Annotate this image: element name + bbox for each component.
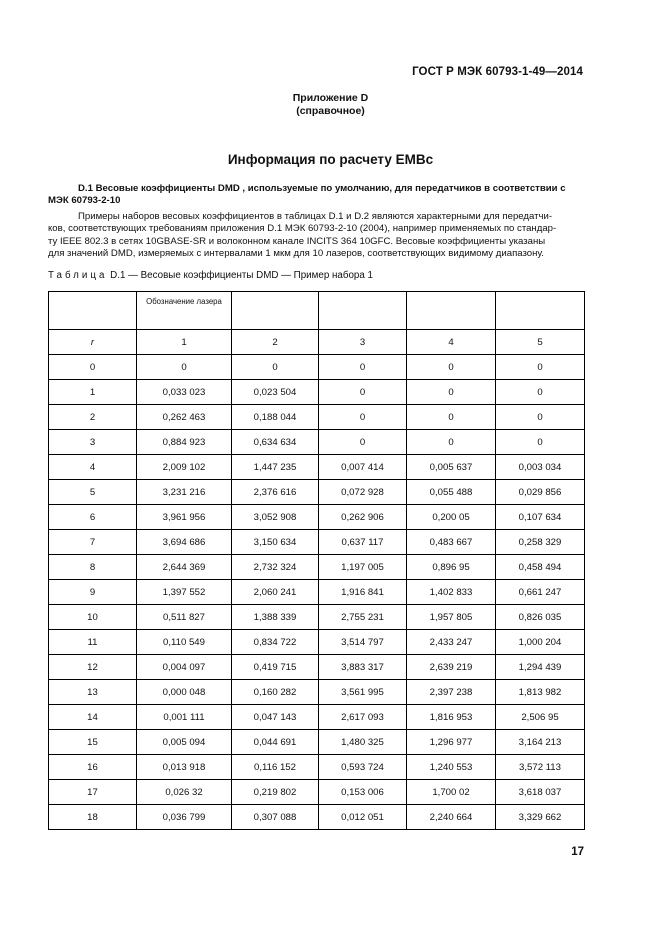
- weight-cell: 0: [407, 355, 496, 380]
- empty-header-cell: [407, 292, 496, 330]
- weight-cell: 2,433 247: [407, 630, 496, 655]
- weight-cell: 3,052 908: [232, 505, 319, 530]
- empty-header-cell: [232, 292, 319, 330]
- weight-cell: 0,200 05: [407, 505, 496, 530]
- paragraph-line: Примеры наборов весовых коэффициентов в таблицах D.1 и D.2 являются характерными для передатчи-: [78, 211, 553, 222]
- table-header-row: [49, 292, 585, 330]
- weight-cell: 0: [496, 430, 585, 455]
- r-value-cell: 2: [49, 405, 137, 430]
- empty-header-cell: [496, 292, 585, 330]
- weight-cell: 2,617 093: [319, 705, 407, 730]
- weight-cell: 0,593 724: [319, 755, 407, 780]
- weight-cell: 0,005 637: [407, 455, 496, 480]
- table-row: [49, 705, 585, 730]
- weight-cell: 0: [137, 355, 232, 380]
- weight-cell: 1,388 339: [232, 605, 319, 630]
- r-value-cell: 17: [49, 780, 137, 805]
- r-value-cell: 5: [49, 480, 137, 505]
- weight-cell: 3,618 037: [496, 780, 585, 805]
- table-row: [49, 405, 585, 430]
- weight-cell: 0,153 006: [319, 780, 407, 805]
- r-value-cell: 3: [49, 430, 137, 455]
- laser-column-header: 1: [137, 330, 232, 355]
- page-title: Информация по расчету EMBc: [227, 152, 434, 167]
- weight-cell: 0,884 923: [137, 430, 232, 455]
- weight-cell: 1,447 235: [232, 455, 319, 480]
- table-row: [49, 430, 585, 455]
- weight-cell: 3,694 686: [137, 530, 232, 555]
- laser-column-header: 2: [232, 330, 319, 355]
- table-caption-prefix: Таблица: [48, 270, 108, 281]
- weight-cell: 2,506 95: [496, 705, 585, 730]
- weight-cell: 0: [496, 355, 585, 380]
- weight-cell: 2,009 102: [137, 455, 232, 480]
- weight-cell: 0: [496, 380, 585, 405]
- weight-cell: 3,514 797: [319, 630, 407, 655]
- weight-cell: 2,397 238: [407, 680, 496, 705]
- table-caption: [48, 270, 373, 281]
- paragraph-line: для значений DMD, измеряемых с интервалами 1 мкм для 10 лазеров, соответствующих видимому диапазону.: [48, 247, 544, 259]
- paragraph-line: ков, соответствующих требованиям приложения D.1 МЭК 60793-2-10 (2004), например применяемых по стандар-: [48, 223, 557, 235]
- weight-cell: 3,164 213: [496, 730, 585, 755]
- weight-cell: 0,007 414: [319, 455, 407, 480]
- weight-cell: 0: [319, 355, 407, 380]
- table-row: [49, 680, 585, 705]
- weight-cell: 0,834 722: [232, 630, 319, 655]
- table-row: [49, 605, 585, 630]
- weight-cell: 0,110 549: [137, 630, 232, 655]
- weight-cell: 0,072 928: [319, 480, 407, 505]
- table-row: [49, 780, 585, 805]
- weight-cell: 2,639 219: [407, 655, 496, 680]
- r-label-cell: r: [49, 330, 137, 355]
- weight-cell: 0,044 691: [232, 730, 319, 755]
- weight-cell: 0,661 247: [496, 580, 585, 605]
- weight-cell: 1,197 005: [319, 555, 407, 580]
- weight-cell: 2,240 664: [407, 805, 496, 830]
- column-number-row: [49, 330, 585, 355]
- weight-cell: 0,029 856: [496, 480, 585, 505]
- r-value-cell: 12: [49, 655, 137, 680]
- weight-cell: 0,047 143: [232, 705, 319, 730]
- weight-cell: 0,004 097: [137, 655, 232, 680]
- weight-cell: 1,813 982: [496, 680, 585, 705]
- section-heading: D.1 Весовые коэффициенты DMD , используемые по умолчанию, для передатчиков в соответствии с МЭК 60793-2-10: [48, 183, 566, 206]
- weight-cell: 3,883 317: [319, 655, 407, 680]
- weight-cell: 0,116 152: [232, 755, 319, 780]
- weight-cell: 0,307 088: [232, 805, 319, 830]
- weight-cell: 0,107 634: [496, 505, 585, 530]
- weight-cell: 1,240 553: [407, 755, 496, 780]
- r-value-cell: 14: [49, 705, 137, 730]
- weight-cell: 1,480 325: [319, 730, 407, 755]
- laser-column-header: 4: [407, 330, 496, 355]
- weight-cell: 0,000 048: [137, 680, 232, 705]
- weight-cell: 1,000 204: [496, 630, 585, 655]
- r-value-cell: 10: [49, 605, 137, 630]
- weight-cell: 0: [407, 380, 496, 405]
- r-value-cell: 8: [49, 555, 137, 580]
- weight-cell: 0,262 906: [319, 505, 407, 530]
- table-caption-text: D.1 — Весовые коэффициенты DMD — Пример набора 1: [110, 270, 373, 281]
- r-value-cell: 16: [49, 755, 137, 780]
- weight-cell: 2,755 231: [319, 605, 407, 630]
- r-value-cell: 11: [49, 630, 137, 655]
- weight-cell: 0: [407, 430, 496, 455]
- weight-cell: 0: [232, 355, 319, 380]
- corner-cell: [49, 292, 137, 330]
- r-value-cell: 18: [49, 805, 137, 830]
- table-row: [49, 355, 585, 380]
- weight-cell: 0: [319, 405, 407, 430]
- laser-label-cell: Обозначение лазера: [137, 292, 232, 330]
- weight-cell: 0,003 034: [496, 455, 585, 480]
- weight-cell: 0,160 282: [232, 680, 319, 705]
- page-number: 17: [571, 846, 584, 858]
- weight-cell: 0,262 463: [137, 405, 232, 430]
- weight-cell: 0,826 035: [496, 605, 585, 630]
- appendix-subtitle: (справочное): [296, 105, 365, 117]
- weight-cell: 0: [319, 430, 407, 455]
- weight-cell: 0: [407, 405, 496, 430]
- weight-cell: 0,419 715: [232, 655, 319, 680]
- weight-cell: 0,458 494: [496, 555, 585, 580]
- r-value-cell: 13: [49, 680, 137, 705]
- r-value-cell: 9: [49, 580, 137, 605]
- weight-cell: 0,012 051: [319, 805, 407, 830]
- weight-cell: 3,961 956: [137, 505, 232, 530]
- weight-cell: 0,055 488: [407, 480, 496, 505]
- weight-cell: 1,402 833: [407, 580, 496, 605]
- table-row: [49, 480, 585, 505]
- weight-cell: 0,033 023: [137, 380, 232, 405]
- r-value-cell: 0: [49, 355, 137, 380]
- weight-cell: 0,483 667: [407, 530, 496, 555]
- weight-cell: 1,957 805: [407, 605, 496, 630]
- weight-cell: 0,036 799: [137, 805, 232, 830]
- laser-column-header: 5: [496, 330, 585, 355]
- table-row: [49, 455, 585, 480]
- r-value-cell: 6: [49, 505, 137, 530]
- weight-cell: 0,637 117: [319, 530, 407, 555]
- table-row: [49, 755, 585, 780]
- table-row: [49, 505, 585, 530]
- body-paragraph: [48, 211, 583, 260]
- weight-cell: 2,060 241: [232, 580, 319, 605]
- weight-cell: 0: [496, 405, 585, 430]
- appendix-heading: [0, 92, 661, 118]
- weight-cell: 0,258 329: [496, 530, 585, 555]
- weight-cell: 0,188 044: [232, 405, 319, 430]
- weight-cell: 0,634 634: [232, 430, 319, 455]
- weight-cell: 0,001 111: [137, 705, 232, 730]
- weight-cell: 2,644 369: [137, 555, 232, 580]
- r-value-cell: 15: [49, 730, 137, 755]
- weights-table: [48, 291, 585, 830]
- table-row: [49, 730, 585, 755]
- weight-cell: 0,023 504: [232, 380, 319, 405]
- r-value-cell: 7: [49, 530, 137, 555]
- r-value-cell: 1: [49, 380, 137, 405]
- r-value-cell: 4: [49, 455, 137, 480]
- appendix-title: Приложение D: [292, 92, 369, 104]
- table-row: [49, 530, 585, 555]
- weight-cell: 1,397 552: [137, 580, 232, 605]
- weight-cell: 1,296 977: [407, 730, 496, 755]
- table-row: [49, 655, 585, 680]
- weight-cell: 0,511 827: [137, 605, 232, 630]
- weight-cell: 3,561 995: [319, 680, 407, 705]
- weight-cell: 0: [319, 380, 407, 405]
- table-row: [49, 805, 585, 830]
- weight-cell: 0,896 95: [407, 555, 496, 580]
- table-row: [49, 580, 585, 605]
- standard-code: ГОСТ Р МЭК 60793-1-49—2014: [412, 66, 583, 78]
- weight-cell: 0,219 802: [232, 780, 319, 805]
- weight-cell: 3,150 634: [232, 530, 319, 555]
- weight-cell: 3,231 216: [137, 480, 232, 505]
- weight-cell: 1,916 841: [319, 580, 407, 605]
- weight-cell: 3,329 662: [496, 805, 585, 830]
- weight-cell: 0,013 918: [137, 755, 232, 780]
- weight-cell: 0,026 32: [137, 780, 232, 805]
- weight-cell: 1,294 439: [496, 655, 585, 680]
- weight-cell: 0,005 094: [137, 730, 232, 755]
- weight-cell: 2,376 616: [232, 480, 319, 505]
- paragraph-line: ту IEEE 802.3 в сетях 10GBASE-SR и волоконном канале INCITS 364 10GFC. Весовые коэффициенты указаны: [48, 235, 546, 247]
- table-row: [49, 555, 585, 580]
- weight-cell: 1,700 02: [407, 780, 496, 805]
- weight-cell: 2,732 324: [232, 555, 319, 580]
- empty-header-cell: [319, 292, 407, 330]
- table-row: [49, 380, 585, 405]
- weight-cell: 1,816 953: [407, 705, 496, 730]
- weight-cell: 3,572 113: [496, 755, 585, 780]
- laser-column-header: 3: [319, 330, 407, 355]
- table-row: [49, 630, 585, 655]
